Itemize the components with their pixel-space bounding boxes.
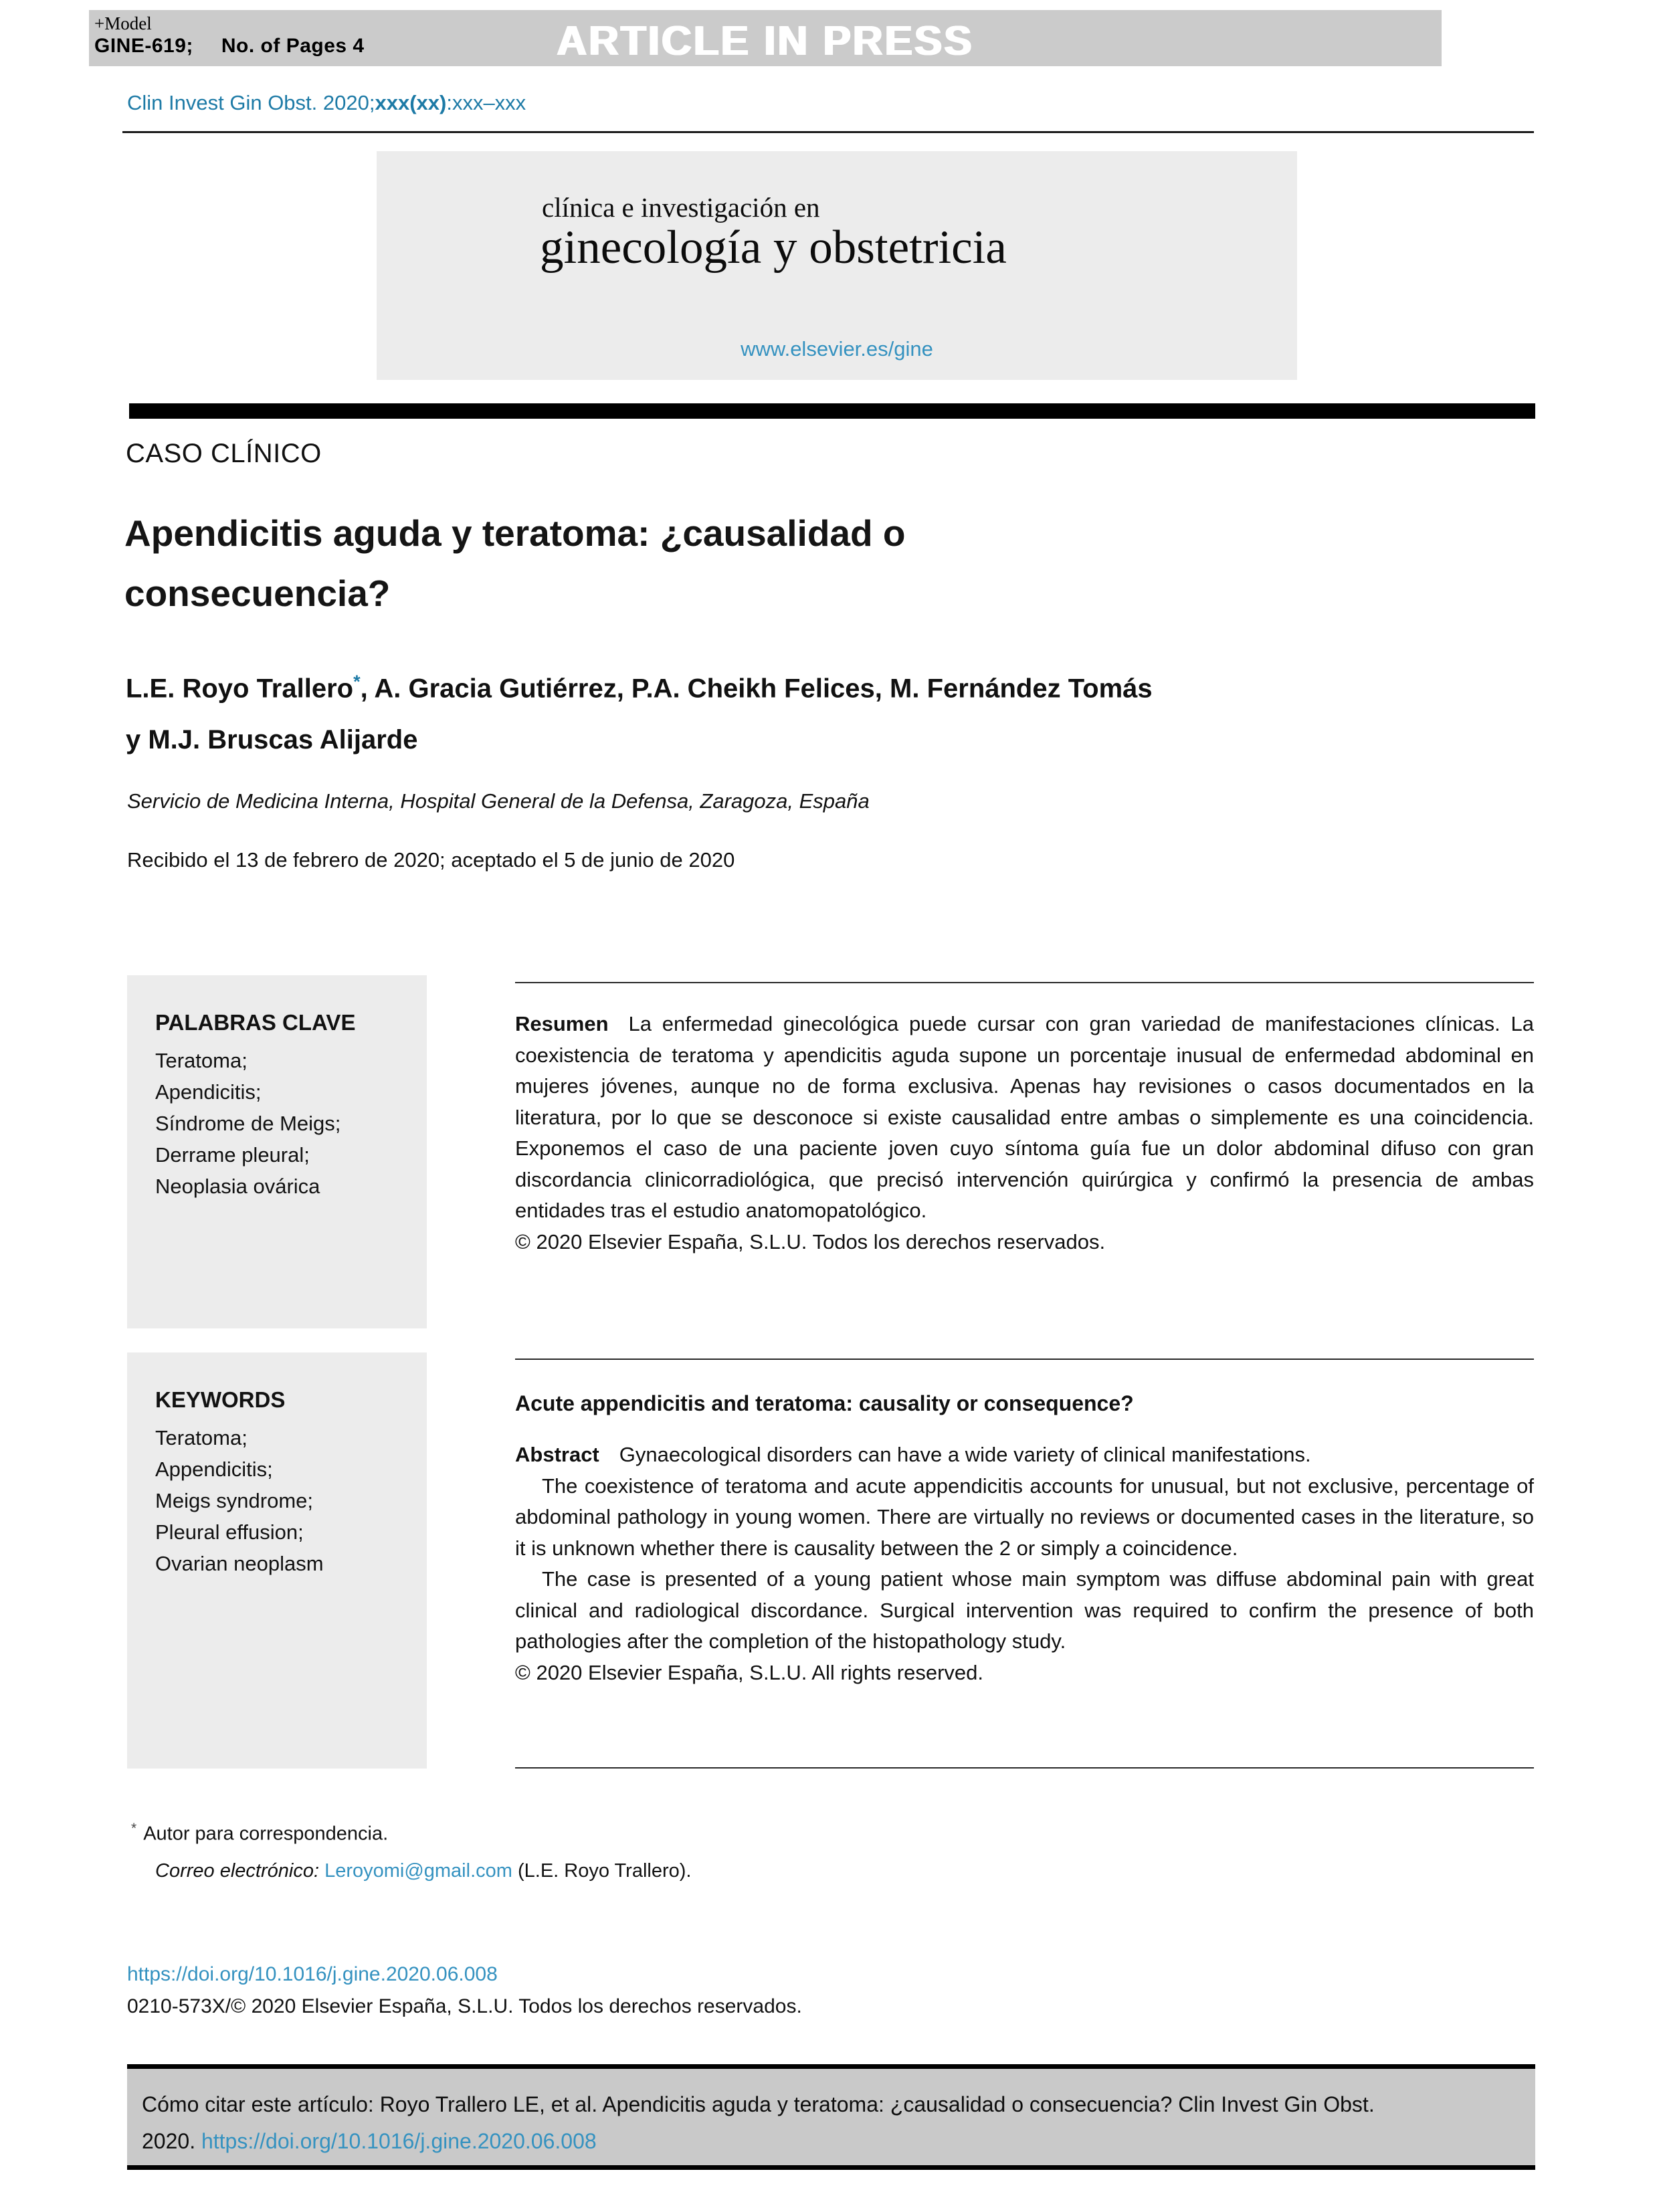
cite-text: Cómo citar este artículo: Royo Trallero LE, et al. Apendicitis aguda y teratoma: ¿causalidad o consecuencia? Clin Invest Gin Obst. 2020. bbox=[142, 2092, 1375, 2153]
coauthors: , A. Gracia Gutiérrez, P.A. Cheikh Felices, M. Fernández Tomás bbox=[360, 674, 1153, 704]
keywords-list bbox=[155, 1422, 413, 1579]
keyword-item: Ovarian neoplasm bbox=[155, 1552, 324, 1575]
keyword-item: Pleural effusion; bbox=[155, 1520, 304, 1544]
author-list-line1 bbox=[126, 656, 1153, 714]
email-link[interactable]: Leroyomi@gmail.com bbox=[324, 1859, 512, 1882]
received-accepted-dates: Recibido el 13 de febrero de 2020; aceptado el 5 de junio de 2020 bbox=[127, 848, 735, 872]
keyword-item: Teratoma; bbox=[155, 1426, 248, 1449]
affiliation: Servicio de Medicina Interna, Hospital General de la Defensa, Zaragoza, España bbox=[127, 789, 870, 813]
keyword-item: Appendicitis; bbox=[155, 1457, 273, 1481]
article-title-line1: Apendicitis aguda y teratoma: ¿causalidad o bbox=[124, 512, 906, 554]
article-in-press-banner-bar bbox=[89, 10, 1442, 66]
footnote-line1 bbox=[131, 1810, 691, 1853]
keywords-heading: KEYWORDS bbox=[155, 1387, 286, 1412]
palabra-clave-item: Derrame pleural; bbox=[155, 1143, 310, 1167]
abstract-rule-top bbox=[515, 982, 1534, 983]
footnote-text: Autor para correspondencia. bbox=[143, 1823, 389, 1845]
journal-name: ginecología y obstetricia bbox=[540, 221, 1007, 274]
author-list-line2: y M.J. Bruscas Alijarde bbox=[126, 725, 418, 755]
english-title: Acute appendicitis and teratoma: causality or consequence? bbox=[515, 1391, 1134, 1415]
journal-citation-pages: :xxx–xxx bbox=[446, 91, 526, 114]
palabras-clave-list bbox=[155, 1045, 413, 1202]
issn-copyright-line: 0210-573X/© 2020 Elsevier España, S.L.U. Todos los derechos reservados. bbox=[127, 1995, 802, 2017]
palabras-clave-panel bbox=[127, 975, 427, 1328]
corresponding-author: L.E. Royo Trallero bbox=[126, 674, 354, 704]
abstract-paragraph-1 bbox=[515, 1439, 1534, 1471]
footnote-asterisk: * bbox=[131, 1821, 137, 1836]
journal-logo-box bbox=[377, 151, 1297, 380]
resumen-paragraph bbox=[515, 1009, 1534, 1227]
journal-citation-prefix: Clin Invest Gin Obst. 2020; bbox=[127, 91, 375, 114]
palabra-clave-item: Apendicitis; bbox=[155, 1080, 262, 1104]
resumen-text: La enfermedad ginecológica puede cursar con gran variedad de manifestaciones clínicas. La coexistencia de teratoma y apendicitis aguda supone un porcentaje inusual de enfermedad abdominal en mujeres jóvenes, aunque no de forma exclusiva. Apenas hay revisiones o casos documentados en la literatura, por lo que se desconoce si existe causalidad entre ambas o simplemente es una coincidencia. Exponemos el caso de una paciente joven cuyo síntoma guía fue un dolor abdominal difuso con gran discordancia clinicorradiológica, que precisó intervención quirúrgica y confirmó la presencia de ambas entidades tras el estudio anatomopatológico. bbox=[515, 1012, 1534, 1222]
email-label: Correo electrónico: bbox=[155, 1859, 319, 1882]
abstract-text-1: Gynaecological disorders can have a wide variety of clinical manifestations. bbox=[619, 1443, 1311, 1466]
keyword-item: Meigs syndrome; bbox=[155, 1489, 314, 1512]
palabra-clave-item: Teratoma; bbox=[155, 1049, 248, 1072]
journal-website-link[interactable]: www.elsevier.es/gine bbox=[741, 337, 933, 361]
corresponding-author-asterisk[interactable]: * bbox=[353, 672, 361, 692]
abstract-section bbox=[515, 1439, 1534, 1688]
abstract-label: Abstract bbox=[515, 1443, 599, 1466]
palabra-clave-item: Neoplasia ovárica bbox=[155, 1175, 320, 1198]
doi-issn-block bbox=[127, 1958, 802, 2023]
section-divider-bar bbox=[129, 403, 1535, 419]
resumen-section bbox=[515, 1009, 1534, 1258]
manuscript-id: GINE-619; bbox=[94, 35, 193, 58]
english-rule-top bbox=[515, 1359, 1534, 1360]
english-rule-bottom bbox=[515, 1767, 1534, 1769]
resumen-copyright: © 2020 Elsevier España, S.L.U. Todos los derechos reservados. bbox=[515, 1229, 1106, 1253]
article-in-press-label: ARTICLE IN PRESS bbox=[557, 18, 974, 64]
resumen-label: Resumen bbox=[515, 1012, 609, 1035]
abstract-paragraph-3: The case is presented of a young patient whose main symptom was diffuse abdominal pain with great clinical and radiological discordance. Surgical intervention was required to confirm the presence of both pathologies after the completion of the histopathology study. bbox=[515, 1567, 1534, 1653]
journal-tagline: clínica e investigación en bbox=[542, 192, 820, 223]
journal-citation-volume: xxx(xx) bbox=[375, 91, 447, 114]
header-rule bbox=[122, 131, 1534, 133]
abstract-copyright: © 2020 Elsevier España, S.L.U. All rights reserved. bbox=[515, 1660, 984, 1684]
doi-link[interactable]: https://doi.org/10.1016/j.gine.2020.06.008 bbox=[127, 1963, 498, 1985]
article-title bbox=[124, 503, 906, 623]
article-type-label: CASO CLÍNICO bbox=[126, 439, 322, 468]
pages-count: No. of Pages 4 bbox=[221, 35, 365, 58]
model-label: +Model bbox=[94, 13, 152, 33]
palabras-clave-heading: PALABRAS CLAVE bbox=[155, 1010, 356, 1035]
journal-citation-line bbox=[127, 91, 526, 115]
keywords-panel bbox=[127, 1352, 427, 1769]
palabra-clave-item: Síndrome de Meigs; bbox=[155, 1112, 341, 1135]
article-title-line2: consecuencia? bbox=[124, 573, 391, 614]
correspondence-footnote bbox=[131, 1810, 691, 1890]
footnote-line2 bbox=[155, 1853, 691, 1890]
how-to-cite-box bbox=[127, 2064, 1535, 2170]
email-owner: (L.E. Royo Trallero). bbox=[517, 1859, 692, 1882]
abstract-paragraph-2: The coexistence of teratoma and acute appendicitis accounts for unusual, but not exclusive, percentage of abdominal pathology in young women. There are virtually no reviews or documented cases in the literature, so it is unknown whether there is causality between the 2 or simply a coincidence. bbox=[515, 1474, 1534, 1560]
author-list bbox=[126, 656, 1153, 766]
cite-doi-link[interactable]: https://doi.org/10.1016/j.gine.2020.06.008 bbox=[201, 2129, 597, 2153]
